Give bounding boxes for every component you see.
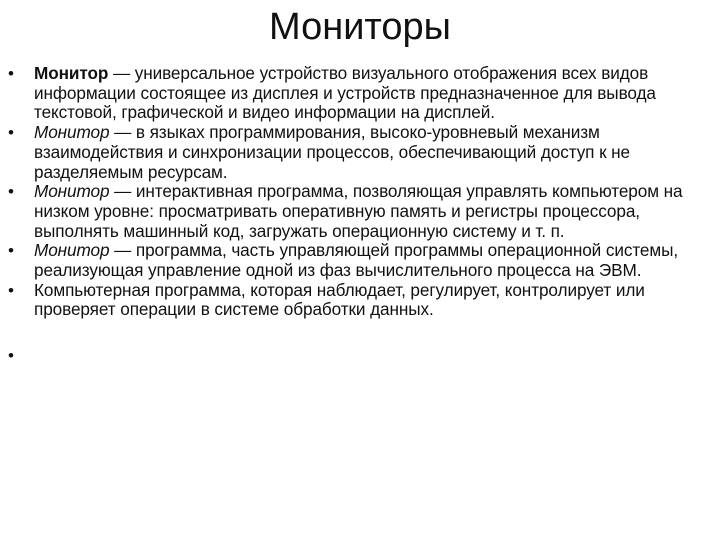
bullet-icon: •	[8, 123, 14, 143]
bullet-icon: •	[8, 241, 14, 261]
list-item	[8, 281, 716, 320]
definition-text: Компьютерная программа, которая наблюдает, регулирует, контролирует или проверяет операции в системе обработки данных.	[34, 279, 645, 320]
list-item	[8, 182, 716, 241]
list-item	[8, 123, 716, 182]
definition-text: — в языках программирования, высоко-уровневый механизм взаимодействия и синхронизации процессов, обеспечивающий доступ к не разделяемым ресурсам.	[34, 122, 631, 182]
bullet-icon: •	[8, 346, 14, 366]
term-text: Монитор	[34, 240, 110, 261]
term-text: Монитор	[34, 63, 109, 83]
definition-text: — интерактивная программа, позволяющая управлять компьютером на низком уровне: просматривать оперативную память и регистры процессора, выполнять машинный код, загружать операционную систему и т. п.	[34, 181, 683, 241]
definition-text: — универсальное устройство визуального отображения всех видов информации состоящее из дисплея и устройств предназначенное для вывода текстовой, графической и видео информации на дисплей.	[34, 63, 656, 123]
bullet-icon: •	[8, 64, 14, 83]
bullet-icon: •	[8, 182, 14, 202]
term-text: Монитор	[34, 181, 110, 202]
slide-title: Мониторы	[269, 6, 451, 48]
list-item	[8, 241, 716, 280]
term-text: Монитор	[34, 122, 110, 143]
definition-text: — программа, часть управляющей программы операционной системы, реализующая управление одной из фаз вычислительного процесса на ЭВМ.	[34, 240, 679, 281]
list-item-empty	[8, 346, 716, 366]
list-item	[8, 64, 716, 123]
bullet-icon: •	[8, 280, 14, 300]
bullet-list	[8, 64, 716, 366]
